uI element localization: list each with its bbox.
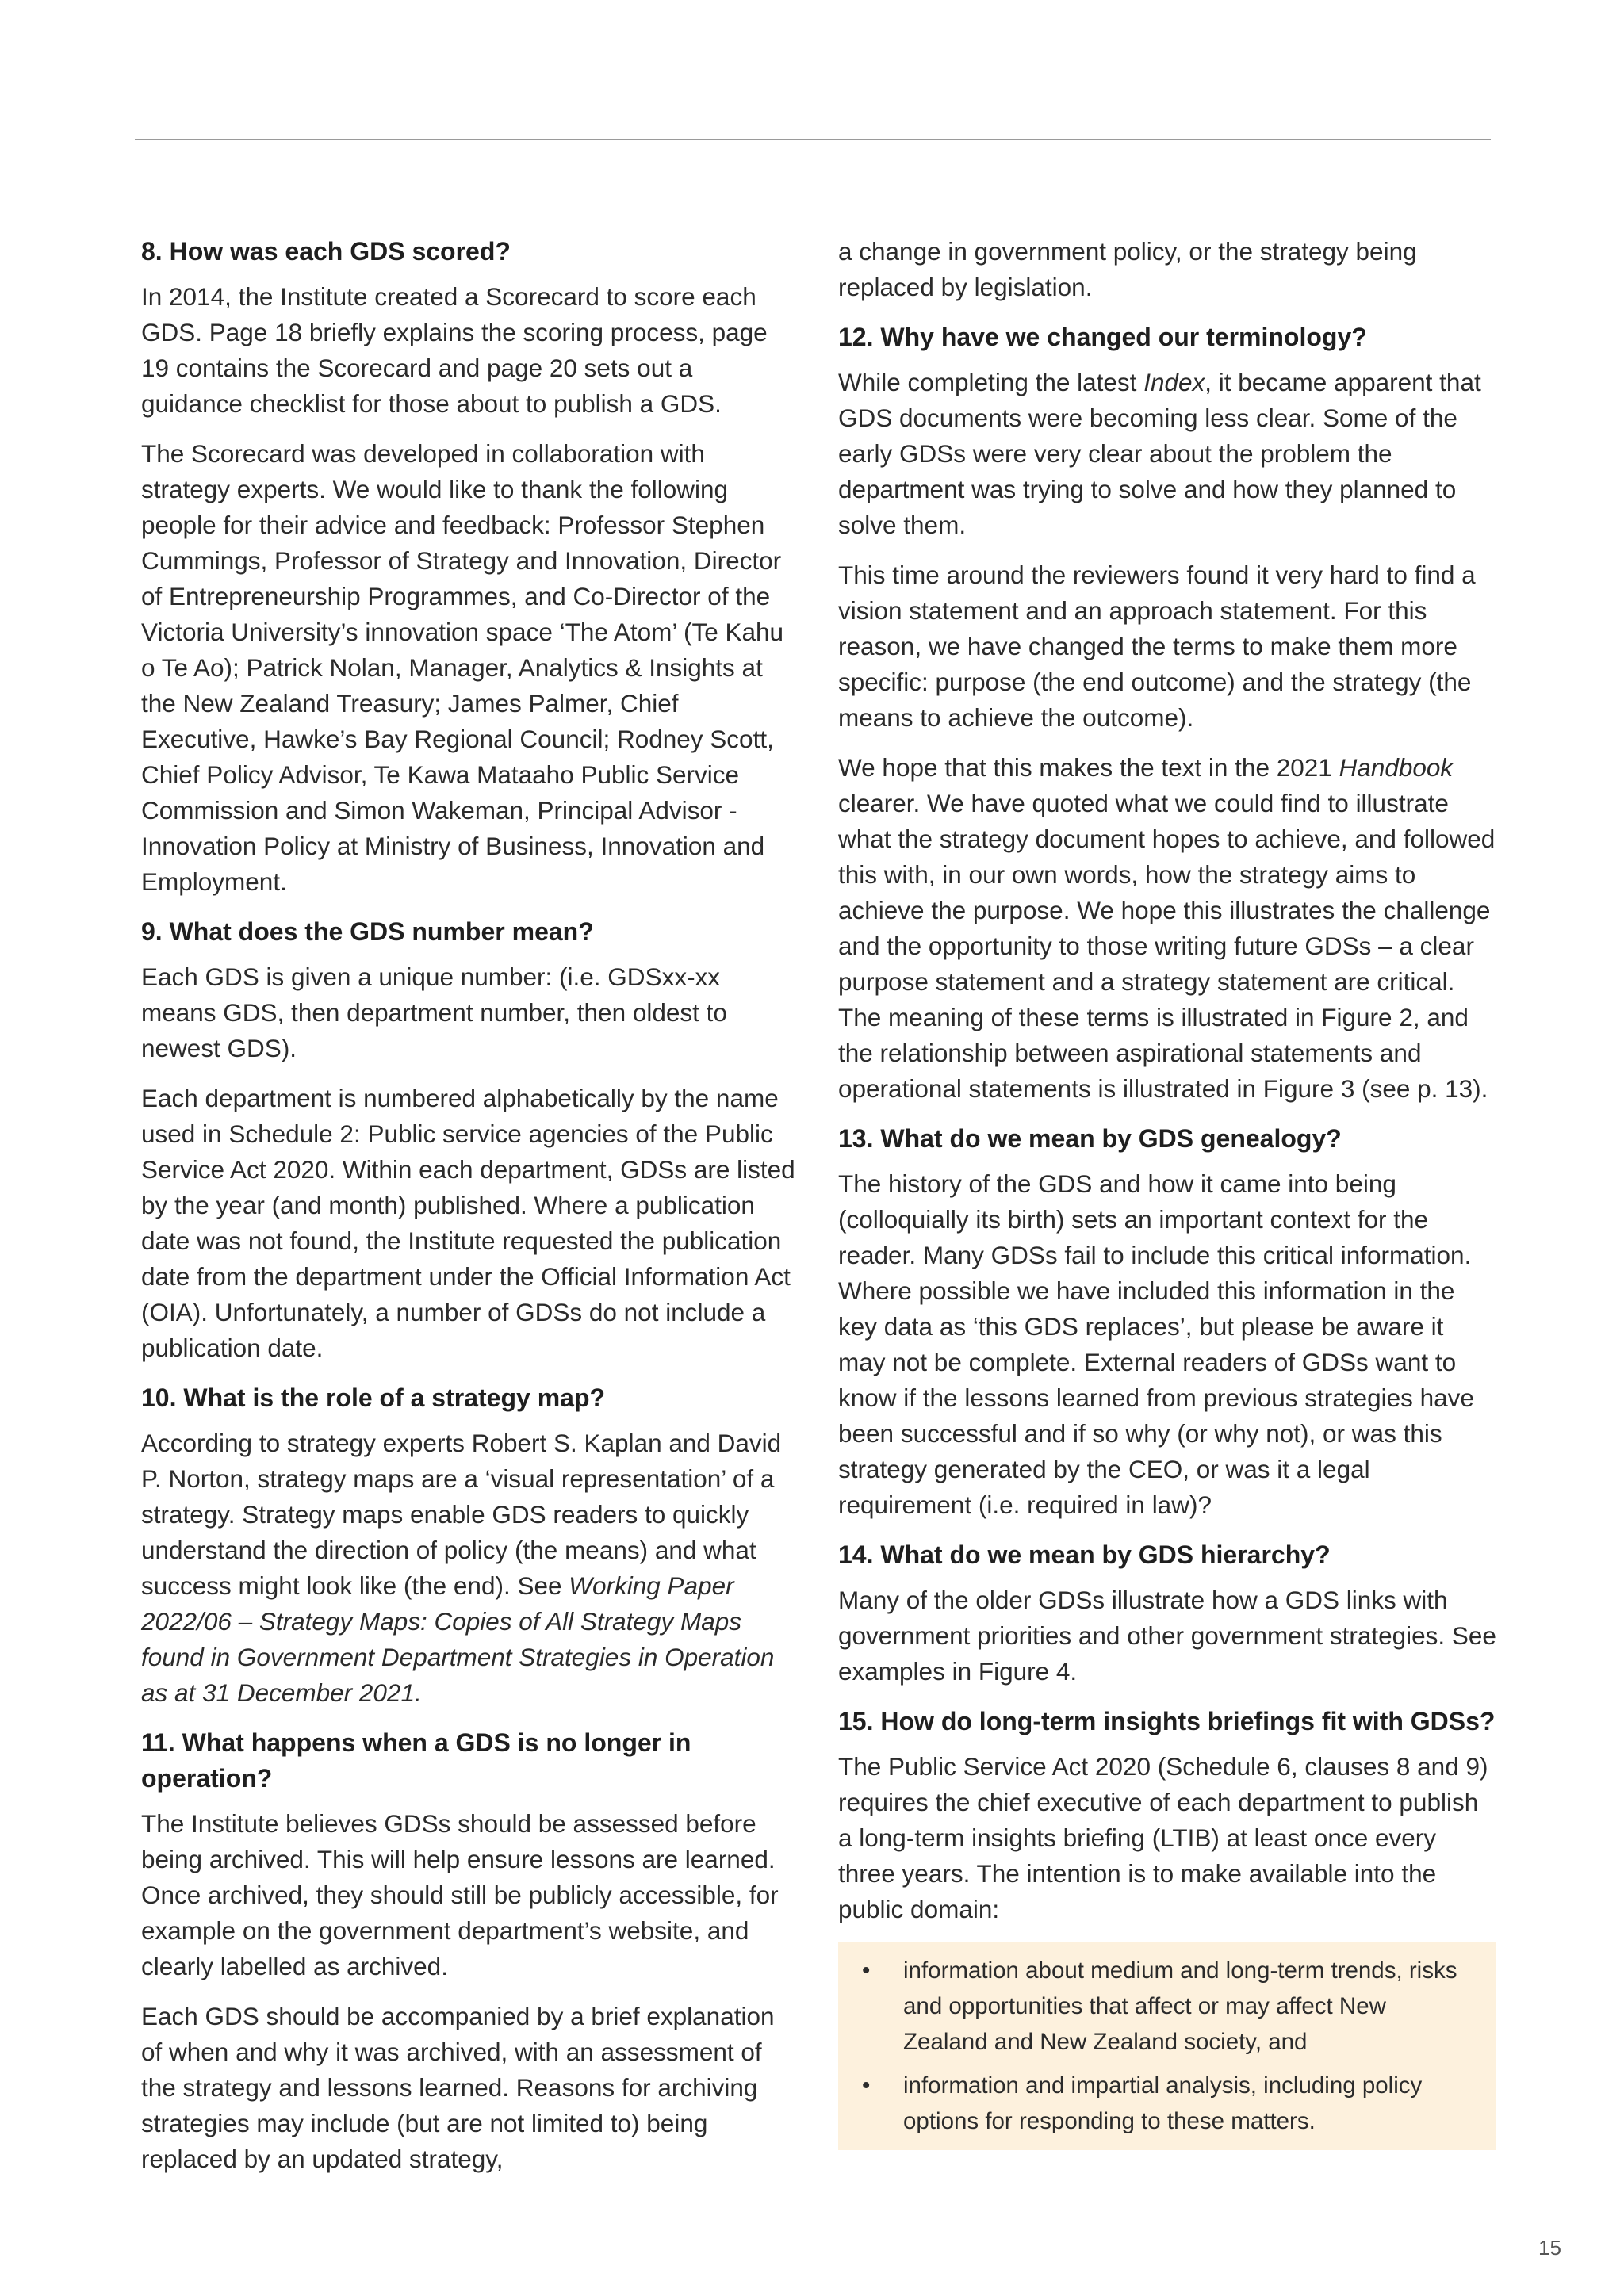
- text-run: The Scorecard was developed in collaboration with strategy experts. We would like to thank the following people for their advice and feedback: Professor Stephen Cummings, Professor of Strategy and Innovation, Director of Entrepreneurship Programmes, and Co-Director of the Victoria University’s innovation space ‘The Atom’ (Te Kahu o Te Ao); Patrick Nolan, Manager, Analytics & Insights at the New Zealand Treasury; James Palmer, Chief Executive, Hawke’s Bay Regional Council; Rodney Scott, Chief Policy Advisor, Te Kawa Mataaho Public Service Commission and Simon Wakeman, Principal Advisor - Innovation Policy at Ministry of Business, Innovation and Employment.: [141, 439, 784, 896]
- section-heading: 14. What do we mean by GDS hierarchy?: [838, 1540, 1331, 1569]
- section: [838, 1704, 1496, 1927]
- text-run: The Institute believes GDSs should be assessed before being archived. This will help ensure lessons are learned. Once archived, they should still be publicly accessible, for example on the government department’s website, and clearly labelled as archived.: [141, 1809, 779, 1980]
- bullet-icon: •: [862, 1957, 871, 1984]
- text-run: The history of the GDS and how it came into being (colloquially its birth) sets an important context for the reader. Many GDSs fail to include this critical information. Where possible we have included this information in the key data as ‘this GDS replaces’, but please be aware it may not be complete. External readers of GDSs want to know if the lessons learned from previous strategies have been successful and if so why (or why not), or was this strategy generated by the CEO, or was it a legal requirement (i.e. required in law)?: [838, 1169, 1474, 1519]
- italic-text: Working Paper 2022/06 – Strategy Maps: Copies of All Strategy Maps found in Government Department Strategies in Operation as at 31 December 2021.: [141, 1571, 775, 1707]
- section-heading: 12. Why have we changed our terminology?: [838, 323, 1367, 351]
- body-paragraph: [141, 279, 799, 422]
- list-item: [862, 1953, 1465, 2060]
- section-heading: 11. What happens when a GDS is no longer in operation?: [141, 1728, 691, 1793]
- body-paragraph: [838, 557, 1496, 736]
- body-paragraph: [141, 1999, 799, 2177]
- section: [141, 914, 799, 1366]
- section: [838, 1121, 1496, 1523]
- text-run: According to strategy experts Robert S. Kaplan and David P. Norton, strategy maps are a ‘visual representation’ of a strategy. Strategy maps enable GDS readers to quickly understand the direction of policy (the means) and what success might look like (the end). See: [141, 1429, 782, 1600]
- text-run: Each GDS is given a unique number: (i.e. GDSxx-xx means GDS, then department number, then oldest to newest GDS).: [141, 962, 727, 1062]
- list-item-text: information and impartial analysis, including policy options for responding to these matters.: [903, 2072, 1423, 2134]
- list-item: [862, 2068, 1465, 2139]
- body-paragraph: [838, 365, 1496, 543]
- left-column: [141, 234, 799, 2191]
- text-run: The Public Service Act 2020 (Schedule 6, clauses 8 and 9) requires the chief executive of each department to publish a long-term insights briefing (LTIB) at least once every three years. The intention is to make available into the public domain:: [838, 1752, 1488, 1923]
- text-run: Each GDS should be accompanied by a brief explanation of when and why it was archived, with an assessment of the strategy and lessons learned. Reasons for archiving strategies may include (but are not limited to) being replaced by an updated strategy,: [141, 2002, 775, 2173]
- section: [141, 1725, 799, 2177]
- text-run: clearer. We have quoted what we could find to illustrate what the strategy document hopes to achieve, and followed this with, in our own words, how the strategy aims to achieve the purpose. We hope this illustrates the challenge and the opportunity to those writing future GDSs – a clear purpose statement and a strategy statement are critical. The meaning of these terms is illustrated in Figure 2, and the relationship between aspirational statements and operational statements is illustrated in Figure 3 (see p. 13).: [838, 789, 1496, 1103]
- italic-text: Handbook: [1339, 753, 1454, 782]
- body-paragraph: [838, 1582, 1496, 1689]
- section-heading: 15. How do long-term insights briefings fit with GDSs?: [838, 1707, 1496, 1735]
- bullet-icon: •: [862, 2072, 871, 2099]
- body-paragraph: [838, 1166, 1496, 1523]
- body-paragraph: [838, 750, 1496, 1107]
- section: [141, 1380, 799, 1711]
- ltib-callout-box: [838, 1942, 1496, 2150]
- section: [838, 1537, 1496, 1689]
- header-rule: [135, 139, 1491, 140]
- section-heading: 10. What is the role of a strategy map?: [141, 1383, 606, 1412]
- ltib-bullet-list: [862, 1953, 1465, 2139]
- text-run: This time around the reviewers found it very hard to find a vision statement and an approach statement. For this reason, we have changed the terms to make them more specific: purpose (the end outcome) and the strategy (the means to achieve the outcome).: [838, 561, 1476, 732]
- text-run: , it became apparent that GDS documents were becoming less clear. Some of the early GDSs were very clear about the problem the department was trying to solve and how they planned to solve them.: [838, 368, 1481, 539]
- section-heading: 9. What does the GDS number mean?: [141, 917, 594, 946]
- text-run: While completing the latest: [838, 368, 1144, 396]
- section: [838, 234, 1496, 305]
- body-paragraph: [141, 436, 799, 900]
- section-heading: 8. How was each GDS scored?: [141, 237, 511, 266]
- text-run: Each department is numbered alphabetically by the name used in Schedule 2: Public service agencies of the Public Service Act 2020. Within each department, GDSs are listed by the year (and month) published. Where a publication date was not found, the Institute requested the publication date from the department under the Official Information Act (OIA). Unfortunately, a number of GDSs do not include a publication date.: [141, 1084, 795, 1362]
- body-paragraph: [141, 1425, 799, 1711]
- italic-text: Index: [1143, 368, 1205, 396]
- section: [838, 320, 1496, 1107]
- body-paragraph: [141, 1081, 799, 1366]
- right-column-sections: [838, 234, 1496, 1927]
- body-paragraph: [838, 1749, 1496, 1927]
- text-run: We hope that this makes the text in the 2021: [838, 753, 1339, 782]
- body-paragraph: [838, 234, 1496, 305]
- body-paragraph: [141, 1806, 799, 1984]
- text-run: a change in government policy, or the strategy being replaced by legislation.: [838, 237, 1417, 301]
- section: [141, 234, 799, 900]
- right-column: [838, 234, 1496, 2150]
- list-item-text: information about medium and long-term trends, risks and opportunities that affect or may affect New Zealand and New Zealand society, and: [903, 1957, 1457, 2055]
- text-run: In 2014, the Institute created a Scorecard to score each GDS. Page 18 briefly explains the scoring process, page 19 contains the Scorecard and page 20 sets out a guidance checklist for those about to publish a GDS.: [141, 282, 768, 418]
- text-run: Many of the older GDSs illustrate how a GDS links with government priorities and other government strategies. See examples in Figure 4.: [838, 1586, 1496, 1686]
- body-paragraph: [141, 959, 799, 1066]
- page-number: 15: [1538, 2236, 1561, 2260]
- section-heading: 13. What do we mean by GDS genealogy?: [838, 1124, 1342, 1153]
